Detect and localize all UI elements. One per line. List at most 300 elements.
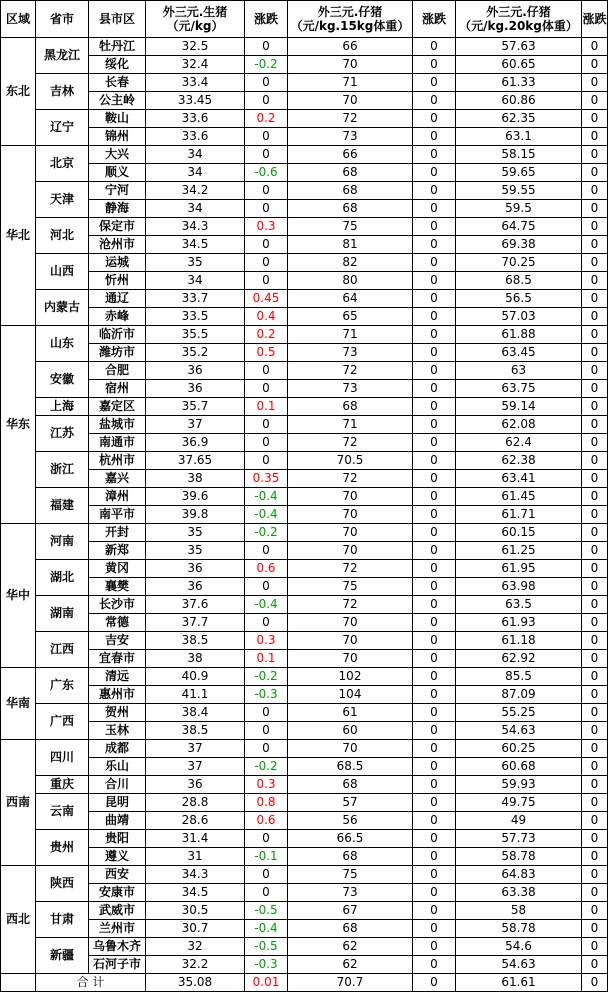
hog-price-cell: 28.6	[146, 812, 245, 830]
province-cell: 辽宁	[36, 110, 89, 146]
table-row	[1, 254, 608, 272]
hog-price-cell: 38.4	[146, 704, 245, 722]
city-cell: 襄樊	[89, 578, 146, 596]
piglet15-change-cell: 0	[413, 434, 456, 452]
piglet15-change-cell: 0	[413, 38, 456, 56]
hog-price-cell: 39.6	[146, 488, 245, 506]
piglet15-change-cell: 0	[413, 254, 456, 272]
city-cell: 杭州市	[89, 452, 146, 470]
piglet20-price-cell: 58.78	[456, 920, 582, 938]
hog-change-cell: 0.6	[245, 560, 288, 578]
table-row	[1, 632, 608, 650]
piglet20-price-cell: 59.14	[456, 398, 582, 416]
piglet20-price-cell: 61.25	[456, 542, 582, 560]
table-row	[1, 74, 608, 92]
piglet20-price-cell: 49	[456, 812, 582, 830]
table-row	[1, 524, 608, 542]
piglet15-price-cell: 68.5	[288, 758, 413, 776]
table-row	[1, 146, 608, 164]
piglet15-price-cell: 68	[288, 182, 413, 200]
piglet20-change-cell: 0	[582, 758, 608, 776]
piglet20-price-cell: 60.86	[456, 92, 582, 110]
piglet15-price-cell: 72	[288, 434, 413, 452]
header-row	[1, 1, 608, 38]
table-row	[1, 110, 608, 128]
header-piglet-15-unit: （元/kg.15kg体重）	[290, 19, 410, 33]
piglet20-change-cell: 0	[582, 560, 608, 578]
city-cell: 忻州	[89, 272, 146, 290]
piglet15-price-cell: 71	[288, 416, 413, 434]
city-cell: 通辽	[89, 290, 146, 308]
piglet20-change-cell: 0	[582, 74, 608, 92]
hog-change-cell: 0.3	[245, 632, 288, 650]
province-cell: 陕西	[36, 866, 89, 902]
city-cell: 惠州市	[89, 686, 146, 704]
piglet20-price-cell: 62.35	[456, 110, 582, 128]
table-row	[1, 128, 608, 146]
piglet15-price-cell: 60	[288, 722, 413, 740]
city-cell: 牡丹江	[89, 38, 146, 56]
piglet15-change-cell: 0	[413, 146, 456, 164]
piglet15-price-cell: 72	[288, 110, 413, 128]
province-cell: 湖南	[36, 596, 89, 632]
table-row	[1, 848, 608, 866]
piglet20-price-cell: 87.09	[456, 686, 582, 704]
hog-price-cell: 31.4	[146, 830, 245, 848]
piglet15-change-cell: 0	[413, 470, 456, 488]
hog-change-cell: 0.5	[245, 344, 288, 362]
hog-price-cell: 39.8	[146, 506, 245, 524]
city-cell: 遵义	[89, 848, 146, 866]
table-row	[1, 668, 608, 686]
piglet20-price-cell: 61.45	[456, 488, 582, 506]
piglet20-price-cell: 54.63	[456, 722, 582, 740]
hog-change-cell: -0.3	[245, 686, 288, 704]
piglet20-price-cell: 61.88	[456, 326, 582, 344]
piglet20-price-cell: 63.1	[456, 128, 582, 146]
piglet20-change-cell: 0	[582, 938, 608, 956]
hog-change-cell: 0	[245, 542, 288, 560]
hog-price-cell: 35.2	[146, 344, 245, 362]
table-row	[1, 326, 608, 344]
piglet15-price-cell: 66.5	[288, 830, 413, 848]
city-cell: 兰州市	[89, 920, 146, 938]
piglet20-price-cell: 64.75	[456, 218, 582, 236]
table-row	[1, 488, 608, 506]
table-row	[1, 452, 608, 470]
hog-change-cell: 0	[245, 722, 288, 740]
hog-change-cell: 0	[245, 236, 288, 254]
table-row	[1, 470, 608, 488]
piglet20-price-cell: 62.92	[456, 650, 582, 668]
province-cell: 甘肃	[36, 902, 89, 938]
piglet15-price-cell: 68	[288, 848, 413, 866]
piglet15-price-cell: 73	[288, 380, 413, 398]
piglet20-price-cell: 60.65	[456, 56, 582, 74]
hog-price-cell: 33.6	[146, 128, 245, 146]
region-cell: 东北	[1, 38, 36, 146]
hog-price-cell: 32	[146, 938, 245, 956]
table-row	[1, 272, 608, 290]
table-row	[1, 650, 608, 668]
piglet15-price-cell: 82	[288, 254, 413, 272]
city-cell: 锦州	[89, 128, 146, 146]
piglet15-price-cell: 70	[288, 740, 413, 758]
city-cell: 黄冈	[89, 560, 146, 578]
piglet15-price-cell: 56	[288, 812, 413, 830]
header-piglet-20-title: 外三元.仔猪	[486, 5, 551, 19]
province-cell: 江西	[36, 632, 89, 668]
piglet15-change-cell: 0	[413, 956, 456, 974]
hog-price-cell: 33.7	[146, 290, 245, 308]
hog-change-cell: 0	[245, 614, 288, 632]
piglet15-change-cell: 0	[413, 614, 456, 632]
city-cell: 南通市	[89, 434, 146, 452]
piglet15-change-cell: 0	[413, 506, 456, 524]
piglet20-change-cell: 0	[582, 92, 608, 110]
piglet15-change-cell: 0	[413, 290, 456, 308]
hog-price-cell: 38.5	[146, 632, 245, 650]
piglet20-change-cell: 0	[582, 182, 608, 200]
piglet15-price-cell: 67	[288, 902, 413, 920]
hog-price-cell: 35	[146, 254, 245, 272]
piglet20-price-cell: 63.98	[456, 578, 582, 596]
piglet15-price-cell: 71	[288, 74, 413, 92]
city-cell: 贺州	[89, 704, 146, 722]
piglet20-change-cell: 0	[582, 830, 608, 848]
piglet15-change-cell: 0	[413, 182, 456, 200]
piglet20-change-cell: 0	[582, 470, 608, 488]
table-row	[1, 758, 608, 776]
table-row	[1, 200, 608, 218]
piglet15-price-cell: 72	[288, 560, 413, 578]
piglet20-price-cell: 59.5	[456, 200, 582, 218]
province-cell: 湖北	[36, 560, 89, 596]
piglet20-price-cell: 61.95	[456, 560, 582, 578]
header-piglet-15-title: 外三元.仔猪	[317, 5, 383, 19]
province-cell: 广西	[36, 704, 89, 740]
hog-price-cell: 38.5	[146, 722, 245, 740]
city-cell: 绥化	[89, 56, 146, 74]
city-cell: 玉林	[89, 722, 146, 740]
table-row	[1, 740, 608, 758]
table-row	[1, 362, 608, 380]
piglet15-price-cell: 70	[288, 632, 413, 650]
table-row	[1, 164, 608, 182]
piglet15-change-cell: 0	[413, 920, 456, 938]
piglet15-price-cell: 72	[288, 470, 413, 488]
piglet20-price-cell: 54.6	[456, 938, 582, 956]
piglet20-change-cell: 0	[582, 254, 608, 272]
piglet15-change-cell: 0	[413, 308, 456, 326]
hog-price-cell: 34	[146, 272, 245, 290]
piglet20-price-cell: 63	[456, 362, 582, 380]
hog-price-cell: 38	[146, 650, 245, 668]
hog-change-cell: 0	[245, 866, 288, 884]
piglet20-change-cell: 0	[582, 812, 608, 830]
region-cell: 华东	[1, 326, 36, 524]
hog-price-cell: 37.65	[146, 452, 245, 470]
piglet20-change-cell: 0	[582, 164, 608, 182]
hog-price-cell: 30.5	[146, 902, 245, 920]
piglet15-price-cell: 68	[288, 164, 413, 182]
hog-price-cell: 33.4	[146, 74, 245, 92]
piglet20-price-cell: 68.5	[456, 272, 582, 290]
table-row	[1, 542, 608, 560]
table-row	[1, 578, 608, 596]
table-row	[1, 596, 608, 614]
piglet20-change-cell: 0	[582, 866, 608, 884]
piglet20-change-cell: 0	[582, 362, 608, 380]
piglet20-price-cell: 57.73	[456, 830, 582, 848]
table-row	[1, 290, 608, 308]
piglet20-change-cell: 0	[582, 704, 608, 722]
piglet15-change-cell: 0	[413, 812, 456, 830]
city-cell: 开封	[89, 524, 146, 542]
piglet15-change-cell: 0	[413, 416, 456, 434]
hog-change-cell: -0.1	[245, 848, 288, 866]
piglet15-change-cell: 0	[413, 866, 456, 884]
piglet20-change-cell: 0	[582, 218, 608, 236]
hog-change-cell: 0	[245, 254, 288, 272]
piglet20-change-cell: 0	[582, 902, 608, 920]
piglet15-change-cell: 0	[413, 542, 456, 560]
province-cell: 贵州	[36, 830, 89, 866]
city-cell: 清远	[89, 668, 146, 686]
piglet20-change-cell: 0	[582, 956, 608, 974]
piglet20-change-cell: 0	[582, 596, 608, 614]
piglet20-change-cell: 0	[582, 668, 608, 686]
hog-change-cell: 0	[245, 434, 288, 452]
piglet20-price-cell: 69.38	[456, 236, 582, 254]
total-region	[1, 974, 36, 992]
hog-price-cell: 37.6	[146, 596, 245, 614]
hog-price-cell: 35.7	[146, 398, 245, 416]
piglet20-price-cell: 58	[456, 902, 582, 920]
hog-price-cell: 37	[146, 758, 245, 776]
city-cell: 潍坊市	[89, 344, 146, 362]
city-cell: 顺义	[89, 164, 146, 182]
province-cell: 浙江	[36, 452, 89, 488]
piglet15-change-cell: 0	[413, 938, 456, 956]
piglet20-change-cell: 0	[582, 506, 608, 524]
city-cell: 西安	[89, 866, 146, 884]
piglet15-price-cell: 62	[288, 956, 413, 974]
hog-change-cell: 0.2	[245, 110, 288, 128]
city-cell: 长沙市	[89, 596, 146, 614]
hog-price-cell: 36	[146, 776, 245, 794]
piglet15-change-cell: 0	[413, 668, 456, 686]
city-cell: 安康市	[89, 884, 146, 902]
hog-price-cell: 33.6	[146, 110, 245, 128]
city-cell: 乌鲁木齐	[89, 938, 146, 956]
table-row	[1, 722, 608, 740]
province-cell: 福建	[36, 488, 89, 524]
piglet20-price-cell: 54.63	[456, 956, 582, 974]
piglet15-price-cell: 80	[288, 272, 413, 290]
province-cell: 云南	[36, 794, 89, 830]
hog-price-cell: 37.7	[146, 614, 245, 632]
piglet15-price-cell: 70.5	[288, 452, 413, 470]
piglet15-change-cell: 0	[413, 884, 456, 902]
piglet15-price-cell: 72	[288, 596, 413, 614]
hog-price-cell: 31	[146, 848, 245, 866]
city-cell: 合肥	[89, 362, 146, 380]
city-cell: 常德	[89, 614, 146, 632]
table-row	[1, 218, 608, 236]
hog-price-cell: 34.3	[146, 218, 245, 236]
city-cell: 宜春市	[89, 650, 146, 668]
hog-change-cell: 0	[245, 128, 288, 146]
piglet20-change-cell: 0	[582, 128, 608, 146]
piglet15-price-cell: 68	[288, 920, 413, 938]
total-row	[1, 974, 608, 992]
piglet15-price-cell: 102	[288, 668, 413, 686]
header-live-hog-unit: （元/kg）	[166, 19, 224, 33]
city-cell: 公主岭	[89, 92, 146, 110]
piglet15-price-cell: 72	[288, 362, 413, 380]
piglet15-change-cell: 0	[413, 578, 456, 596]
piglet20-price-cell: 62.08	[456, 416, 582, 434]
piglet15-change-cell: 0	[413, 380, 456, 398]
table-row	[1, 380, 608, 398]
hog-price-cell: 34.5	[146, 884, 245, 902]
piglet15-price-cell: 68	[288, 200, 413, 218]
piglet15-change-cell: 0	[413, 740, 456, 758]
hog-change-cell: 0.45	[245, 290, 288, 308]
hog-change-cell: 0.6	[245, 812, 288, 830]
piglet15-change-cell: 0	[413, 362, 456, 380]
header-region: 区域	[1, 1, 36, 38]
piglet20-price-cell: 63.45	[456, 344, 582, 362]
city-cell: 鞍山	[89, 110, 146, 128]
piglet20-price-cell: 55.25	[456, 704, 582, 722]
hog-change-cell: 0.1	[245, 398, 288, 416]
hog-change-cell: 0	[245, 704, 288, 722]
city-cell: 曲靖	[89, 812, 146, 830]
piglet20-change-cell: 0	[582, 344, 608, 362]
header-live-hog	[146, 1, 245, 38]
hog-change-cell: -0.4	[245, 596, 288, 614]
piglet15-change-cell: 0	[413, 686, 456, 704]
total-hog: 35.08	[146, 974, 245, 992]
hog-price-cell: 34	[146, 164, 245, 182]
piglet20-price-cell: 61.71	[456, 506, 582, 524]
piglet20-change-cell: 0	[582, 236, 608, 254]
piglet15-price-cell: 70	[288, 650, 413, 668]
hog-change-cell: -0.4	[245, 506, 288, 524]
hog-change-cell: -0.3	[245, 956, 288, 974]
province-cell: 北京	[36, 146, 89, 182]
hog-change-cell: -0.5	[245, 938, 288, 956]
province-cell: 广东	[36, 668, 89, 704]
hog-price-cell: 28.8	[146, 794, 245, 812]
region-cell: 西北	[1, 866, 36, 974]
city-cell: 大兴	[89, 146, 146, 164]
hog-price-cell: 38	[146, 470, 245, 488]
piglet15-change-cell: 0	[413, 398, 456, 416]
piglet15-price-cell: 57	[288, 794, 413, 812]
hog-change-cell: 0	[245, 380, 288, 398]
province-cell: 江苏	[36, 416, 89, 452]
table-row	[1, 830, 608, 848]
hog-price-cell: 36.9	[146, 434, 245, 452]
piglet15-price-cell: 70	[288, 488, 413, 506]
city-cell: 保定市	[89, 218, 146, 236]
header-hog-change: 涨跌	[245, 1, 288, 38]
region-cell: 华北	[1, 146, 36, 326]
province-cell: 安徽	[36, 362, 89, 398]
total-p15: 70.7	[288, 974, 413, 992]
hog-change-cell: -0.5	[245, 902, 288, 920]
piglet20-change-cell: 0	[582, 434, 608, 452]
hog-change-cell: -0.2	[245, 758, 288, 776]
hog-change-cell: 0	[245, 830, 288, 848]
table-row	[1, 884, 608, 902]
piglet15-change-cell: 0	[413, 344, 456, 362]
piglet15-price-cell: 65	[288, 308, 413, 326]
piglet15-change-cell: 0	[413, 236, 456, 254]
piglet20-change-cell: 0	[582, 920, 608, 938]
table-row	[1, 398, 608, 416]
table-row	[1, 686, 608, 704]
hog-price-cell: 36	[146, 560, 245, 578]
piglet15-price-cell: 70	[288, 524, 413, 542]
city-cell: 嘉兴	[89, 470, 146, 488]
province-cell: 新疆	[36, 938, 89, 974]
piglet20-price-cell: 59.55	[456, 182, 582, 200]
hog-change-cell: 0	[245, 740, 288, 758]
piglet20-change-cell: 0	[582, 740, 608, 758]
piglet15-price-cell: 70	[288, 542, 413, 560]
piglet15-change-cell: 0	[413, 794, 456, 812]
hog-change-cell: -0.6	[245, 164, 288, 182]
piglet20-change-cell: 0	[582, 38, 608, 56]
piglet20-change-cell: 0	[582, 452, 608, 470]
piglet20-change-cell: 0	[582, 650, 608, 668]
piglet15-change-cell: 0	[413, 326, 456, 344]
piglet15-change-cell: 0	[413, 560, 456, 578]
piglet15-change-cell: 0	[413, 596, 456, 614]
hog-change-cell: 0	[245, 362, 288, 380]
piglet20-price-cell: 63.75	[456, 380, 582, 398]
piglet15-change-cell: 0	[413, 650, 456, 668]
piglet20-price-cell: 63.5	[456, 596, 582, 614]
table-row	[1, 704, 608, 722]
piglet15-change-cell: 0	[413, 524, 456, 542]
hog-change-cell: -0.2	[245, 524, 288, 542]
piglet20-price-cell: 61.93	[456, 614, 582, 632]
table-row	[1, 506, 608, 524]
piglet20-price-cell: 62.4	[456, 434, 582, 452]
header-live-hog-title: 外三元.生猪	[162, 5, 228, 19]
piglet20-price-cell: 57.63	[456, 38, 582, 56]
piglet15-change-cell: 0	[413, 200, 456, 218]
hog-change-cell: 0	[245, 884, 288, 902]
total-p20-change: 0	[582, 974, 608, 992]
piglet15-price-cell: 73	[288, 884, 413, 902]
piglet20-price-cell: 56.5	[456, 290, 582, 308]
piglet20-change-cell: 0	[582, 200, 608, 218]
hog-change-cell: 0.3	[245, 776, 288, 794]
piglet15-change-cell: 0	[413, 56, 456, 74]
province-cell: 重庆	[36, 776, 89, 794]
piglet15-price-cell: 81	[288, 236, 413, 254]
table-row	[1, 866, 608, 884]
piglet20-price-cell: 85.5	[456, 668, 582, 686]
piglet20-price-cell: 61.33	[456, 74, 582, 92]
province-cell: 上海	[36, 398, 89, 416]
